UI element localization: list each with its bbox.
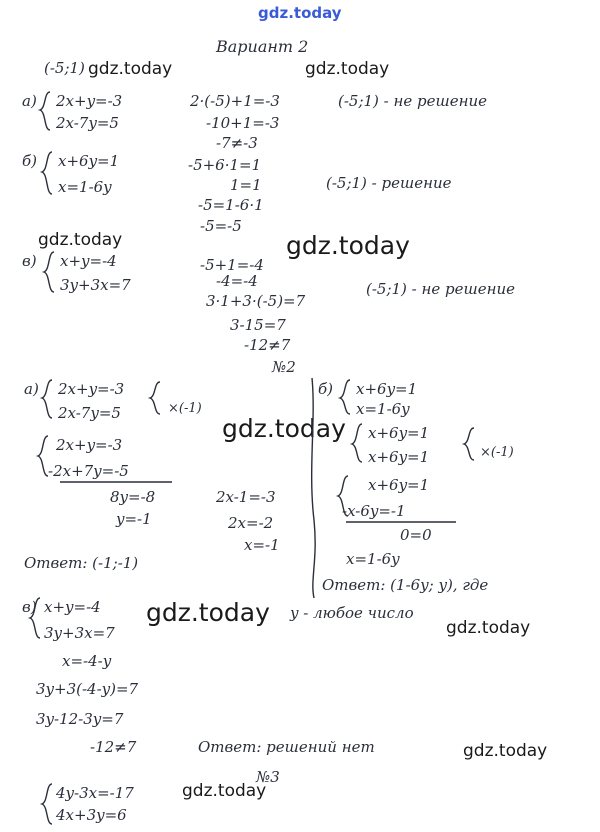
system-brace xyxy=(42,152,52,194)
task1-a-label: а) xyxy=(22,92,37,110)
equation: 3y+3x=7 xyxy=(60,276,131,294)
watermark: gdz.today xyxy=(88,59,173,79)
equation: 4y-3x=-17 xyxy=(56,784,134,802)
watermark-top: gdz.today xyxy=(258,4,342,22)
equation: -2x+7y=-5 xyxy=(48,462,129,480)
equation: 2x-7y=5 xyxy=(58,404,121,422)
equation: x+6y=1 xyxy=(356,380,418,398)
equation: 2x+y=-3 xyxy=(56,92,123,110)
equation: x+y=-4 xyxy=(44,598,101,616)
point-label: (-5;1) xyxy=(44,59,85,77)
equation: 3y+3x=7 xyxy=(44,624,115,642)
answer: y - любое число xyxy=(290,604,414,622)
watermark: gdz.today xyxy=(446,618,531,638)
check-line: -5=1-6·1 xyxy=(198,196,264,214)
system-brace xyxy=(42,784,52,824)
check-line: -4=-4 xyxy=(216,272,258,290)
equation: -x-6y=-1 xyxy=(342,502,406,520)
watermark: gdz.today xyxy=(286,231,410,260)
equation: x+6y=1 xyxy=(368,448,430,466)
step: x=-1 xyxy=(244,536,280,554)
watermark: gdz.today xyxy=(146,598,270,627)
watermark: gdz.today xyxy=(38,230,123,250)
check-line: -12≠7 xyxy=(244,336,291,354)
watermark: gdz.today xyxy=(463,741,548,761)
system-brace xyxy=(150,382,160,414)
system-brace xyxy=(340,380,350,414)
equation: x=1-6y xyxy=(356,400,410,418)
equation: 4x+3y=6 xyxy=(56,806,127,824)
task1-v-label: в) xyxy=(22,252,37,270)
check-line: 3·1+3·(-5)=7 xyxy=(206,292,306,310)
check-line: 3-15=7 xyxy=(230,316,286,334)
check-line: -10+1=-3 xyxy=(206,114,280,132)
result-text: (-5;1) - не решение xyxy=(366,280,516,298)
check-line: -7≠-3 xyxy=(216,134,258,152)
step: x=1-6y xyxy=(346,550,400,568)
answer: Ответ: (-1;-1) xyxy=(24,554,139,572)
step: 3y-12-3y=7 xyxy=(36,710,124,728)
multiplier: ×(-1) xyxy=(168,401,202,416)
system-brace xyxy=(338,476,348,516)
check-line: 2·(-5)+1=-3 xyxy=(190,92,280,110)
equation: 2x+y=-3 xyxy=(58,380,125,398)
equation: x+y=-4 xyxy=(60,252,117,270)
task1-b-label: б) xyxy=(22,152,38,170)
check-line: -5=-5 xyxy=(200,217,242,235)
step: 3y+3(-4-y)=7 xyxy=(36,680,139,698)
watermark: gdz.today xyxy=(182,781,267,801)
task2-a-label: а) xyxy=(24,380,39,398)
system-brace xyxy=(40,92,50,130)
watermark: gdz.today xyxy=(222,414,346,443)
task2-b-label: б) xyxy=(318,380,334,398)
equation: 2x-7y=5 xyxy=(56,114,119,132)
step: 2x=-2 xyxy=(228,514,274,532)
check-line: -5+1=-4 xyxy=(200,256,264,274)
step: 8y=-8 xyxy=(110,488,156,506)
answer: Ответ: решений нет xyxy=(198,738,375,756)
equation: 2x+y=-3 xyxy=(56,436,123,454)
equation: x+6y=1 xyxy=(368,424,430,442)
answer: Ответ: (1-6y; y), где xyxy=(322,576,489,594)
system-brace xyxy=(44,252,54,292)
result-text: (-5;1) - не решение xyxy=(338,92,488,110)
result-text: (-5;1) - решение xyxy=(326,174,452,192)
system-brace xyxy=(42,380,52,418)
column-divider xyxy=(312,378,315,598)
step: x=-4-y xyxy=(62,652,112,670)
page-title: Вариант 2 xyxy=(216,37,309,56)
system-brace xyxy=(352,424,362,462)
check-line: -5+6·1=1 xyxy=(188,156,262,174)
check-line: 1=1 xyxy=(230,176,262,194)
step: -12≠7 xyxy=(90,738,137,756)
equation: x+6y=1 xyxy=(58,152,120,170)
system-brace xyxy=(30,598,40,638)
system-brace xyxy=(464,428,474,460)
task3-number: №3 xyxy=(256,768,280,786)
step: 2x-1=-3 xyxy=(216,488,276,506)
equation: x+6y=1 xyxy=(368,476,430,494)
step: y=-1 xyxy=(116,510,152,528)
equation: x=1-6y xyxy=(58,178,112,196)
system-brace xyxy=(38,436,48,476)
task2-number: №2 xyxy=(272,358,296,376)
step: 0=0 xyxy=(400,526,432,544)
task2-v-label: в) xyxy=(22,598,37,616)
watermark: gdz.today xyxy=(305,59,390,79)
multiplier: ×(-1) xyxy=(480,445,514,460)
